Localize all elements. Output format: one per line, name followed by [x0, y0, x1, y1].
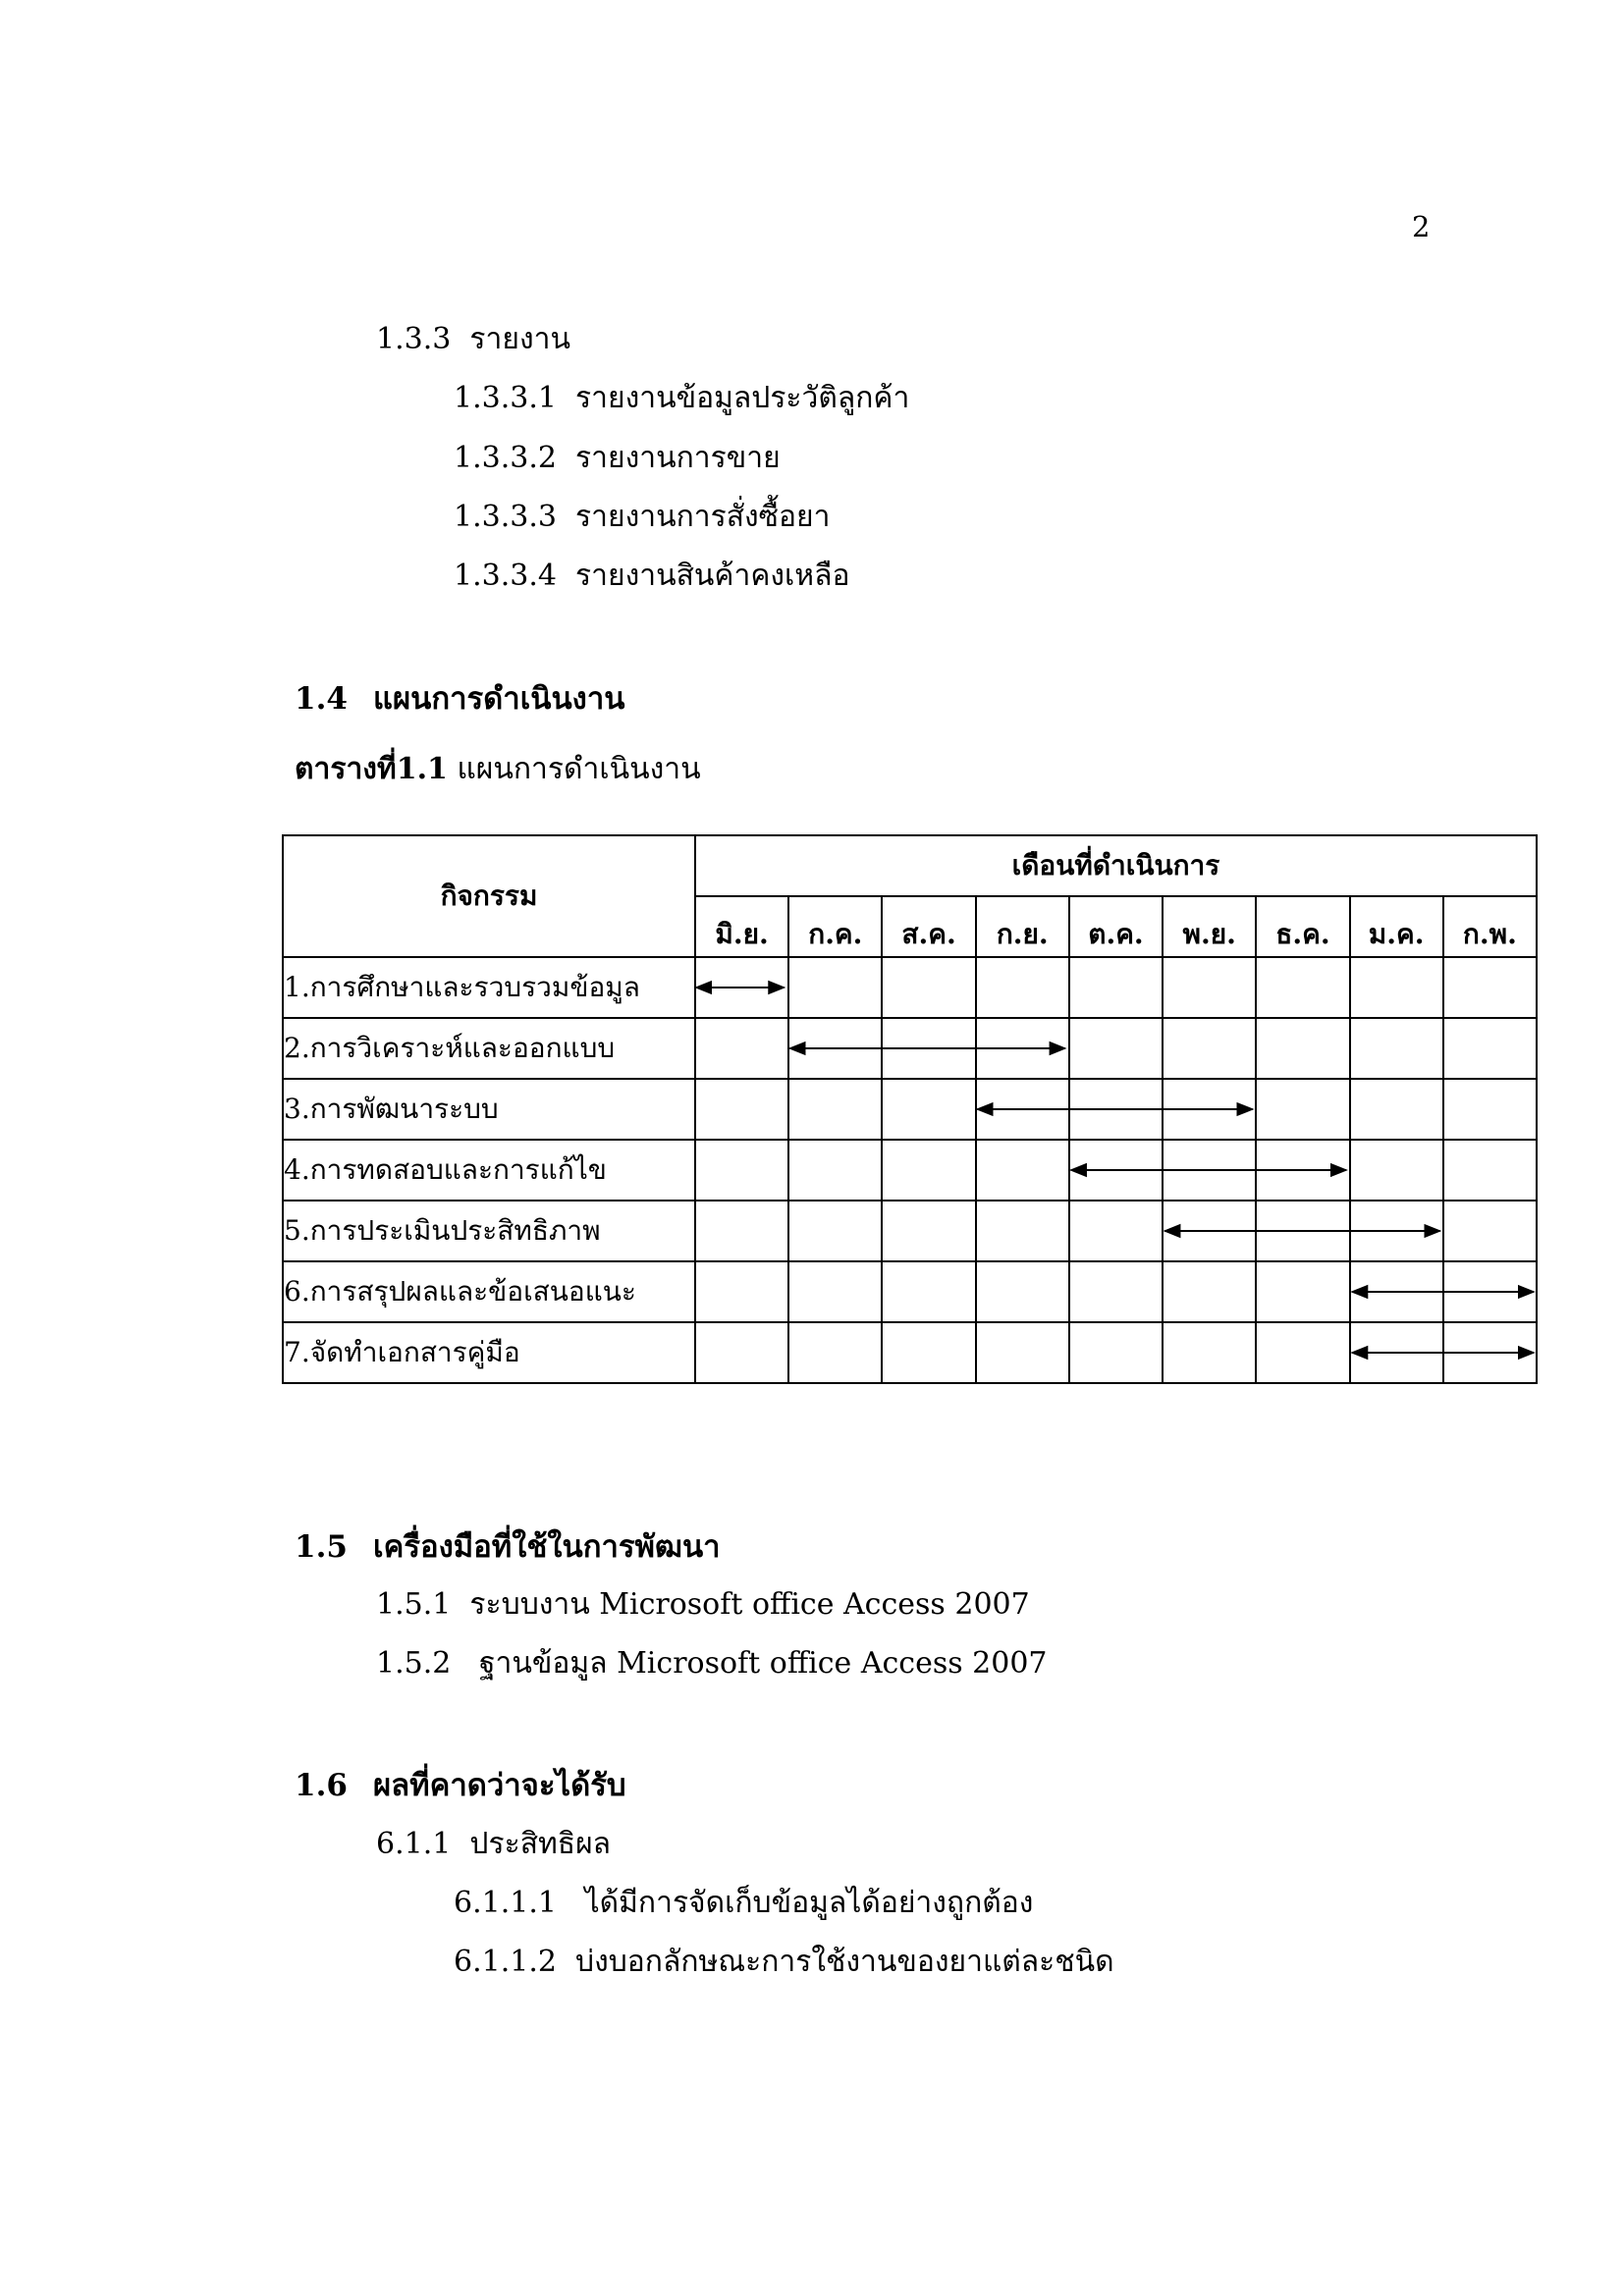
section-15-heading	[295, 1522, 721, 1571]
schedule-table	[282, 834, 1538, 1384]
section-14-number: 1.4	[295, 681, 348, 717]
list-item	[454, 553, 849, 599]
item-text: ระบบงาน Microsoft office Access 2007	[469, 1587, 1030, 1622]
month-header: ก.พ.	[1443, 896, 1537, 957]
section-133-title: รายงาน	[469, 322, 570, 356]
activity-label: 3.การพัฒนาระบบ	[283, 1079, 695, 1140]
table-row	[283, 1140, 1537, 1201]
item-text: รายงานการสั่งซื้อยา	[575, 500, 831, 534]
list-item	[454, 375, 909, 421]
item-text: รายงานการขาย	[575, 441, 781, 475]
section-133-number: 1.3.3	[376, 322, 452, 356]
item-number: 1.3.3.1	[454, 381, 557, 415]
month-header: มิ.ย.	[695, 896, 788, 957]
month-header: ม.ค.	[1350, 896, 1443, 957]
table-row	[283, 1018, 1537, 1079]
page-number: 2	[1412, 210, 1431, 243]
table-row	[283, 1261, 1537, 1322]
month-header: ต.ค.	[1069, 896, 1163, 957]
months-header: เดือนที่ดำเนินการ	[695, 835, 1537, 896]
table-caption	[295, 746, 701, 792]
section-15-number: 1.5	[295, 1529, 348, 1565]
activity-label: 4.การทดสอบและการแก้ไข	[283, 1140, 695, 1201]
item-number: 6.1.1.1	[454, 1886, 557, 1920]
item-text: รายงานสินค้าคงเหลือ	[575, 559, 850, 593]
item-number: 1.3.3.3	[454, 500, 557, 534]
table-row	[283, 1079, 1537, 1140]
month-header: ธ.ค.	[1256, 896, 1349, 957]
table-caption-text: แผนการดำเนินงาน	[457, 752, 701, 786]
activity-header: กิจกรรม	[283, 835, 695, 957]
section-14-title: แผนการดำเนินงาน	[373, 681, 625, 717]
table-row	[283, 1201, 1537, 1261]
activity-label: 5.การประเมินประสิทธิภาพ	[283, 1201, 695, 1261]
item-text: บ่งบอกลักษณะการใช้งานของยาแต่ละชนิด	[575, 1945, 1114, 1979]
item-text: ประสิทธิผล	[469, 1827, 612, 1861]
list-item	[454, 494, 830, 540]
section-16-title: ผลที่คาดว่าจะได้รับ	[373, 1768, 626, 1803]
item-number: 1.5.1	[376, 1587, 452, 1622]
section-14-heading	[295, 673, 624, 722]
section-16-number: 1.6	[295, 1768, 348, 1803]
list-item	[454, 1880, 1033, 1926]
item-text: รายงานข้อมูลประวัติลูกค้า	[575, 381, 910, 415]
list-item	[376, 1581, 1030, 1628]
section-133-heading	[376, 316, 570, 362]
month-header: ก.ย.	[976, 896, 1069, 957]
item-text: ได้มีการจัดเก็บข้อมูลได้อย่างถูกต้อง	[575, 1886, 1034, 1920]
table-row	[283, 957, 1537, 1018]
month-header: ก.ค.	[788, 896, 882, 957]
activity-label: 2.การวิเคราะห์และออกแบบ	[283, 1018, 695, 1079]
activity-label: 7.จัดทำเอกสารคู่มือ	[283, 1322, 695, 1383]
activity-label: 1.การศึกษาและรวบรวมข้อมูล	[283, 957, 695, 1018]
subsection-611	[376, 1821, 611, 1867]
list-item	[376, 1640, 1048, 1686]
list-item	[454, 1939, 1114, 1985]
section-16-heading	[295, 1760, 626, 1809]
table-row	[283, 1322, 1537, 1383]
item-number: 1.5.2	[376, 1646, 452, 1681]
list-item	[454, 435, 781, 481]
item-number: 6.1.1.2	[454, 1945, 557, 1979]
table-caption-label: ตารางที่1.1	[295, 752, 448, 786]
month-header: ส.ค.	[882, 896, 975, 957]
item-number: 1.3.3.2	[454, 441, 557, 475]
item-number: 6.1.1	[376, 1827, 452, 1861]
section-15-title: เครื่องมือที่ใช้ในการพัฒนา	[373, 1529, 721, 1565]
month-header: พ.ย.	[1163, 896, 1256, 957]
item-text: ฐานข้อมูล Microsoft office Access 2007	[469, 1646, 1048, 1681]
item-number: 1.3.3.4	[454, 559, 557, 593]
activity-label: 6.การสรุปผลและข้อเสนอแนะ	[283, 1261, 695, 1322]
